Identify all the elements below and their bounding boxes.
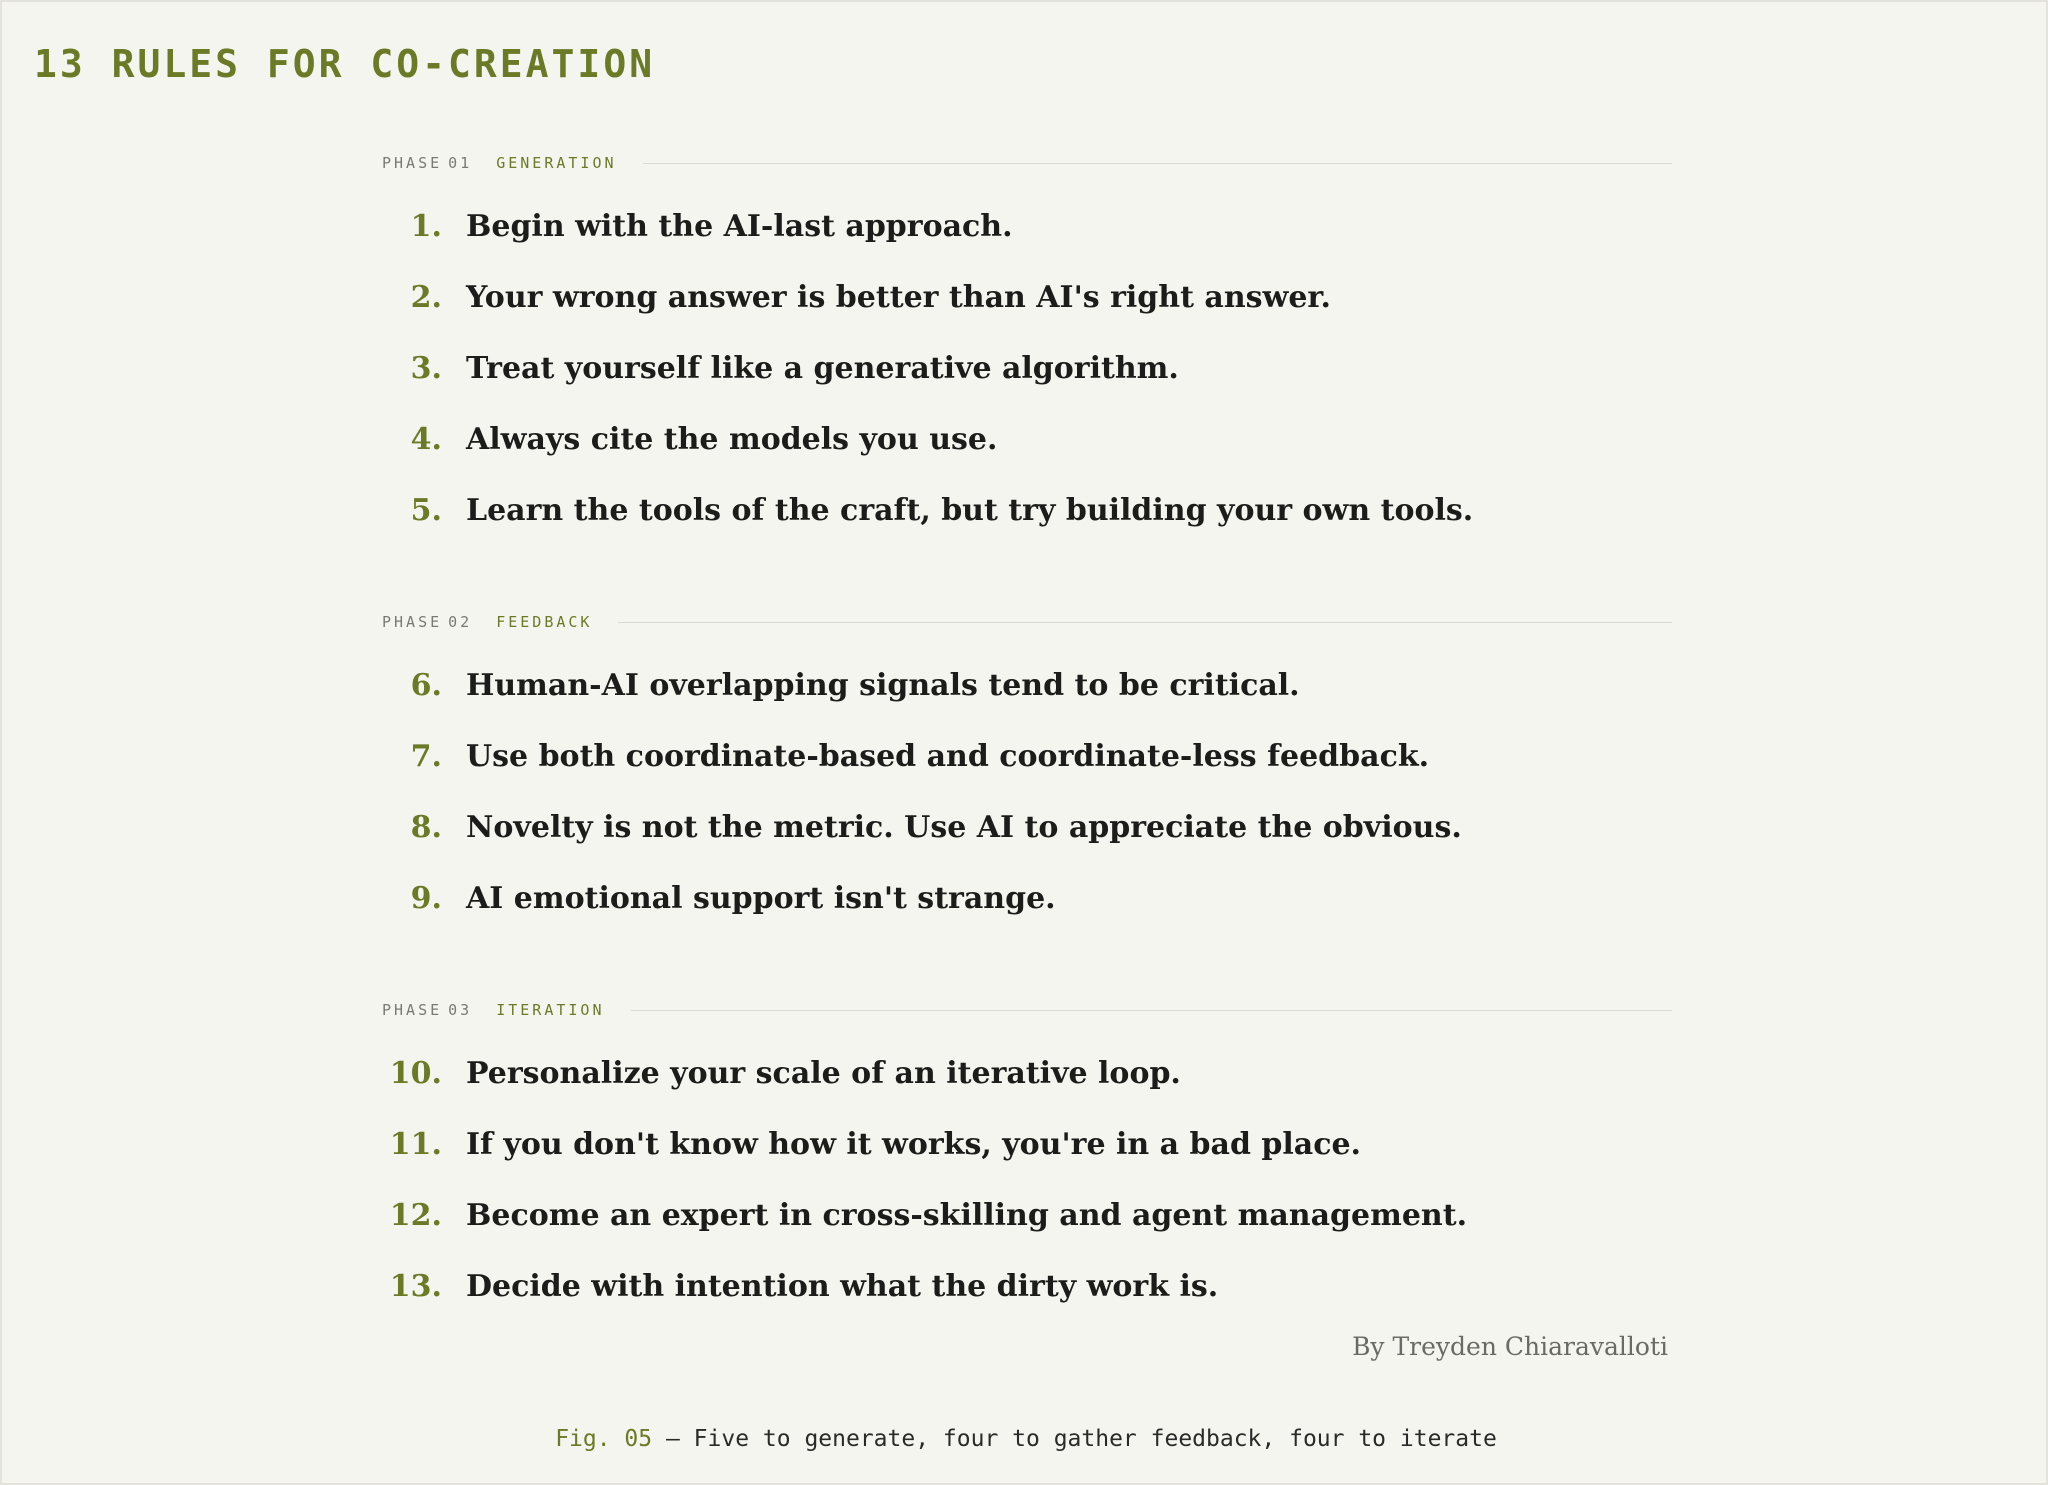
rule-item <box>382 1038 1672 1109</box>
phase-iteration <box>382 994 1672 1322</box>
rule-item <box>382 863 1672 934</box>
rule-item <box>382 1109 1672 1180</box>
phase-label: PHASE <box>382 154 443 172</box>
phase-header <box>382 606 1672 638</box>
rule-text: Novelty is not the metric. Use AI to appreciate the obvious. <box>466 810 1462 845</box>
phase-divider <box>631 1010 1673 1011</box>
figure-label: Fig. 05 <box>555 1426 653 1452</box>
rule-text: If you don't know how it works, you're in a bad place. <box>466 1127 1361 1162</box>
rule-text: AI emotional support isn't strange. <box>466 881 1056 916</box>
rule-text: Begin with the AI-last approach. <box>466 209 1013 244</box>
page-title: 13 RULES FOR CO-CREATION <box>34 42 656 86</box>
rule-number: 2. <box>410 280 442 315</box>
rules-content <box>382 147 1672 1382</box>
rule-text: Decide with intention what the dirty work is. <box>466 1269 1219 1304</box>
phase-label: PHASE <box>382 1001 443 1019</box>
rule-number: 8. <box>410 810 442 845</box>
rule-list <box>382 191 1672 546</box>
rule-list <box>382 1038 1672 1322</box>
rule-text: Use both coordinate-based and coordinate-less feedback. <box>466 739 1430 774</box>
phase-header <box>382 147 1672 179</box>
figure-caption-text: — Five to generate, four to gather feedback, four to iterate <box>652 1426 1497 1452</box>
rule-text: Your wrong answer is better than AI's right answer. <box>466 280 1331 315</box>
phase-header <box>382 994 1672 1026</box>
phase-name: FEEDBACK <box>496 613 593 631</box>
rule-item <box>382 262 1672 333</box>
rule-text: Always cite the models you use. <box>466 422 998 457</box>
rule-item <box>382 1180 1672 1251</box>
phase-generation <box>382 147 1672 546</box>
rule-number: 12. <box>389 1198 442 1233</box>
rule-item <box>382 191 1672 262</box>
phase-name: ITERATION <box>496 1001 605 1019</box>
rule-number: 13. <box>389 1269 442 1304</box>
rule-list <box>382 650 1672 934</box>
rule-number: 3. <box>410 351 442 386</box>
author-byline: By Treyden Chiaravalloti <box>1352 1332 1668 1361</box>
rule-text: Personalize your scale of an iterative loop. <box>466 1056 1181 1091</box>
rule-text: Learn the tools of the craft, but try building your own tools. <box>466 493 1474 528</box>
rule-item <box>382 721 1672 792</box>
phase-divider <box>618 622 1672 623</box>
rule-number: 1. <box>410 209 442 244</box>
rule-text: Become an expert in cross-skilling and agent management. <box>466 1198 1468 1233</box>
rule-item <box>382 475 1672 546</box>
rule-number: 7. <box>410 739 442 774</box>
rule-number: 5. <box>410 493 442 528</box>
figure-caption <box>2 1426 2048 1452</box>
phase-name: GENERATION <box>496 154 617 172</box>
rule-item <box>382 1251 1672 1322</box>
phase-number: 02 <box>448 613 473 631</box>
rule-number: 11. <box>389 1127 442 1162</box>
rule-item <box>382 333 1672 404</box>
rule-item <box>382 650 1672 721</box>
phase-number: 03 <box>448 1001 473 1019</box>
rule-number: 10. <box>389 1056 442 1091</box>
rule-item <box>382 792 1672 863</box>
rule-text: Treat yourself like a generative algorithm. <box>466 351 1179 386</box>
phase-feedback <box>382 606 1672 934</box>
rule-number: 9. <box>410 881 442 916</box>
rule-number: 6. <box>410 668 442 703</box>
phase-number: 01 <box>448 154 473 172</box>
rule-number: 4. <box>410 422 442 457</box>
rule-text: Human-AI overlapping signals tend to be critical. <box>466 668 1300 703</box>
phase-divider <box>643 163 1672 164</box>
rule-item <box>382 404 1672 475</box>
phase-label: PHASE <box>382 613 443 631</box>
